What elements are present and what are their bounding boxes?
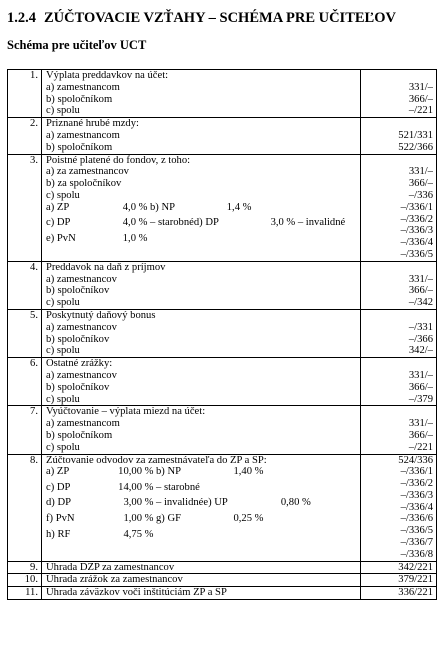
rate-unit: % (301, 497, 311, 509)
rate-unit: % (242, 201, 252, 213)
rate-value: 1,4 (226, 201, 240, 213)
rate-label: a) ZP (46, 201, 70, 213)
row-number: 6. (8, 358, 42, 406)
description-line: a) zamestnancov (46, 369, 117, 381)
account-entry: –/336/8 (400, 548, 433, 560)
schema-row (8, 587, 437, 600)
rate-value: 4,0 (122, 201, 136, 213)
description-line: b) spoločníkom (46, 429, 113, 441)
row-number: 2. (8, 118, 42, 154)
row-number: 3. (8, 154, 42, 261)
account-entry: 331/– (408, 81, 433, 93)
account-entry (365, 155, 433, 167)
row-description (42, 261, 361, 309)
row-accounts (361, 261, 437, 309)
row-accounts (361, 587, 437, 600)
rate-value: 4,75 (123, 528, 142, 540)
row-description (42, 358, 361, 406)
account-entry: 331/– (408, 418, 433, 430)
rate-value: 10,00 (118, 466, 142, 478)
rate-line (46, 482, 200, 494)
description-line: Poskytnutý daňový bonus (46, 309, 156, 321)
rate-line (46, 217, 194, 229)
account-entry: 342/221 (398, 561, 433, 573)
accounting-schema-table (7, 69, 437, 600)
account-entry: –/366 (408, 333, 433, 345)
rate-line (46, 202, 150, 214)
rate-line (156, 513, 266, 525)
account-entry: –/336/4 (400, 501, 433, 513)
description-line: b) spoločníkov (46, 333, 110, 345)
account-entry: 336/221 (398, 587, 433, 599)
rate-label: g) GF (156, 513, 182, 525)
row-number: 7. (8, 406, 42, 454)
rate-unit: % (138, 201, 148, 213)
row-number: 4. (8, 261, 42, 309)
rate-unit: % (286, 217, 296, 229)
rate-unit: % (138, 232, 148, 244)
rate-line (46, 513, 156, 525)
rate-value: 3,0 (270, 217, 284, 229)
account-entry (365, 358, 433, 370)
account-entry: 522/366 (398, 141, 433, 153)
row-description (42, 309, 361, 357)
rate-unit: % (138, 217, 148, 229)
row-description (42, 406, 361, 454)
description-line: Poistné platené do fondov, z toho: (46, 154, 191, 166)
row-accounts (361, 561, 437, 574)
account-entry: –/336/3 (400, 489, 433, 501)
account-entry: –/336/7 (400, 537, 433, 549)
description-line: c) spolu (46, 297, 80, 309)
account-entry: 366/– (408, 429, 433, 441)
schema-row (8, 261, 437, 309)
rate-value: 1,00 (123, 513, 142, 525)
description-line: c) spolu (46, 105, 80, 117)
description-line: b) spoločníkom (46, 141, 113, 153)
description-line: b) spoločníkov (46, 381, 110, 393)
row-number: 5. (8, 309, 42, 357)
description-line: b) spoločníkom (46, 93, 113, 105)
account-entry: 331/– (408, 369, 433, 381)
description-line: c) spolu (46, 441, 80, 453)
page-title (7, 10, 396, 27)
schema-row (8, 118, 437, 154)
row-number: 9. (8, 561, 42, 574)
rate-note: – invalidné (297, 217, 346, 229)
row-description (42, 561, 361, 574)
schema-row (8, 574, 437, 587)
account-entry: –/336/2 (400, 478, 433, 490)
account-entry: –/336/4 (400, 237, 433, 249)
description-line: a) zamestnancov (46, 273, 117, 285)
row-accounts (361, 406, 437, 454)
rate-line (46, 529, 156, 541)
account-entry: 331/– (408, 166, 433, 178)
schema-row (8, 358, 437, 406)
account-entry: –/336/1 (400, 466, 433, 478)
account-entry: 366/– (408, 178, 433, 190)
account-entry: 342/– (408, 345, 433, 357)
row-accounts (361, 358, 437, 406)
account-entry (365, 406, 433, 418)
account-entry: 331/– (408, 273, 433, 285)
rate-line (46, 233, 150, 245)
rate-line (46, 497, 203, 509)
account-entry: –/336/5 (400, 248, 433, 260)
account-entry: –/342 (408, 297, 433, 309)
description-line: a) zamestnancom (46, 129, 120, 141)
rate-label: c) DP (46, 217, 71, 229)
rate-label: d) DP (46, 497, 72, 509)
account-entry: 366/– (408, 93, 433, 105)
schema-row (8, 70, 437, 118)
rate-label: e) PvN (46, 232, 76, 244)
row-description (42, 154, 361, 261)
rate-value: 3,00 (123, 497, 142, 509)
account-entry: –/336/3 (400, 225, 433, 237)
row-description (42, 587, 361, 600)
row-number: 10. (8, 574, 42, 587)
rate-unit: % (144, 481, 154, 493)
rate-label: b) NP (150, 201, 176, 213)
row-description (42, 118, 361, 154)
rate-line (156, 466, 266, 478)
row-description (42, 454, 361, 561)
description-line: b) spoločníkov (46, 285, 110, 297)
rate-value: 14,00 (118, 481, 142, 493)
description-line: a) zamestnancov (46, 321, 117, 333)
description-line: c) spolu (46, 345, 80, 357)
rate-unit: % (144, 497, 154, 509)
description-line: Úhrada zrážok za zamestnancov (46, 574, 183, 586)
rate-line (150, 202, 254, 214)
rate-label: b) NP (156, 466, 182, 478)
rate-note: – starobné (156, 481, 200, 493)
rate-label: a) ZP (46, 466, 70, 478)
account-entry (365, 262, 433, 274)
description-line: a) za zamestnancov (46, 166, 129, 178)
rate-line (46, 466, 156, 478)
account-entry: –/221 (408, 441, 433, 453)
description-line: a) zamestnancom (46, 81, 120, 93)
schema-table-body (8, 70, 437, 600)
rate-line (203, 497, 313, 509)
account-entry: –/331 (408, 321, 433, 333)
rate-note: – starobné (150, 217, 194, 229)
account-entry: 524/336 (398, 454, 433, 466)
account-entry: –/336/6 (400, 513, 433, 525)
rate-value: 4,0 (122, 217, 136, 229)
rate-label: d) DP (193, 217, 219, 229)
row-number: 8. (8, 454, 42, 561)
row-number: 11. (8, 587, 42, 600)
row-accounts (361, 154, 437, 261)
account-entry: –/336/5 (400, 525, 433, 537)
rate-value: 1,0 (122, 232, 136, 244)
account-entry: 379/221 (398, 574, 433, 586)
schema-row (8, 154, 437, 261)
account-entry (365, 118, 433, 130)
description-line: c) spolu (46, 189, 80, 201)
schema-row (8, 561, 437, 574)
row-accounts (361, 70, 437, 118)
title-text: ZÚČTOVACIE VZŤAHY – SCHÉMA PRE UČITEĽOV (44, 10, 396, 26)
row-number: 1. (8, 70, 42, 118)
account-entry: –/336/2 (400, 213, 433, 225)
description-line: Úhrada záväzkov voči inštitúciám ZP a SP (46, 587, 227, 599)
rate-value: 0,25 (233, 513, 252, 525)
page-subtitle: Schéma pre učiteľov UCT (7, 38, 147, 52)
rate-unit: % (144, 466, 154, 478)
row-description (42, 70, 361, 118)
rate-label: h) RF (46, 528, 71, 540)
description-line: a) zamestnancom (46, 418, 120, 430)
description-line: Ostatné zrážky: (46, 358, 113, 370)
description-line: Výplata preddavkov na účet: (46, 70, 169, 81)
row-accounts (361, 574, 437, 587)
row-description (42, 574, 361, 587)
rate-note: – invalidné (156, 497, 204, 509)
row-accounts (361, 118, 437, 154)
description-line: Úhrada DZP za zamestnancov (46, 561, 175, 573)
description-line: b) za spoločníkov (46, 178, 122, 190)
description-line: Preddavok na daň z príjmov (46, 261, 166, 273)
account-entry (365, 310, 433, 322)
rate-value: 1,40 (233, 466, 252, 478)
section-number: 1.2.4 (7, 10, 36, 26)
account-entry (365, 70, 433, 82)
account-entry: 366/– (408, 381, 433, 393)
account-entry: 366/– (408, 285, 433, 297)
rate-value: 0,80 (280, 497, 300, 509)
description-line: Priznané hrubé mzdy: (46, 118, 139, 130)
account-entry: –/336 (408, 189, 433, 201)
rate-unit: % (254, 513, 264, 525)
schema-row (8, 454, 437, 561)
description-line: Vyúčtovanie – výplata miezd na účet: (46, 406, 206, 418)
row-accounts (361, 309, 437, 357)
schema-row (8, 406, 437, 454)
rate-unit: % (144, 513, 154, 525)
description-line: c) spolu (46, 393, 80, 405)
account-entry: –/221 (408, 105, 433, 117)
account-entry: 521/331 (398, 129, 433, 141)
rate-unit: % (254, 466, 264, 478)
schema-row (8, 309, 437, 357)
account-entry: –/336/1 (400, 201, 433, 213)
rate-label: f) PvN (46, 513, 75, 525)
account-entry: –/379 (408, 393, 433, 405)
rate-unit: % (144, 528, 154, 540)
rate-label: e) ÚP (203, 497, 228, 509)
row-accounts (361, 454, 437, 561)
rate-line (194, 217, 345, 229)
rate-label: c) DP (46, 481, 71, 493)
description-line: Zúčtovanie odvodov za zamestnávateľa do ZP a SP: (46, 454, 267, 466)
